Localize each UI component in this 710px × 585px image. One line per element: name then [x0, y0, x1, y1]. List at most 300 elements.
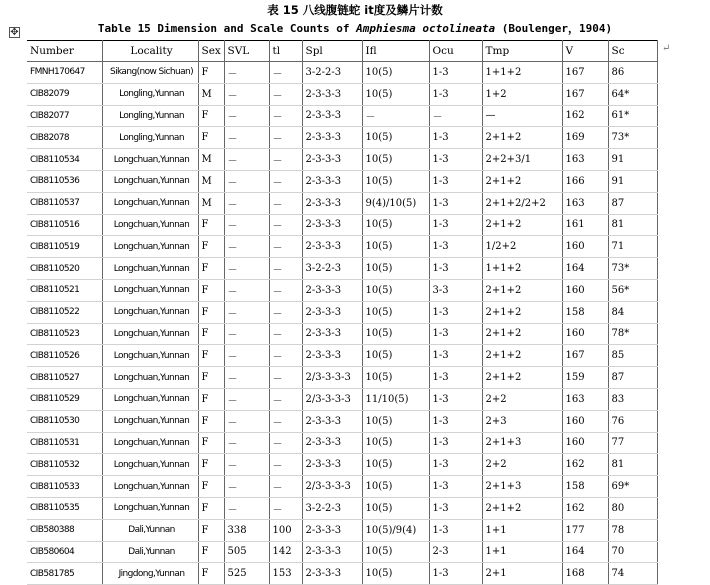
column-header-sc: Sc — [608, 41, 657, 62]
cell-sc: 69* — [608, 476, 657, 498]
cell-spl: 2-3-3-3 — [302, 410, 362, 432]
cell-locality: Dali,Yunnan — [102, 541, 198, 563]
cell-ifl: － — [362, 105, 429, 127]
cell-sex: M — [198, 83, 224, 105]
cell-spl: 3-2-2-3 — [302, 62, 362, 84]
cell-tl: － — [269, 236, 302, 258]
cell-spl: 3-2-2-3 — [302, 258, 362, 280]
cell-locality: Longchuan,Yunnan — [102, 170, 198, 192]
cell-spl: 2-3-3-3 — [302, 236, 362, 258]
cell-number: CIB82077 — [27, 105, 102, 127]
table-row — [27, 476, 657, 498]
cell-v: 167 — [562, 345, 608, 367]
cell-tmp: 2+1+2 — [482, 279, 562, 301]
cell-ifl: 10(5) — [362, 258, 429, 280]
cell-ocu: 1-3 — [429, 127, 482, 149]
cell-tl: 100 — [269, 519, 302, 541]
cell-ocu: 1-3 — [429, 476, 482, 498]
cell-svl: － — [224, 454, 269, 476]
cell-spl: 2-3-3-3 — [302, 214, 362, 236]
cell-number: CIB8110535 — [27, 497, 102, 519]
cell-number: FMNH170647 — [27, 62, 102, 84]
cell-svl: － — [224, 476, 269, 498]
cell-v: 167 — [562, 83, 608, 105]
table-row — [27, 192, 657, 214]
cell-svl: － — [224, 367, 269, 389]
cell-sc: 77 — [608, 432, 657, 454]
cell-sc: 81 — [608, 454, 657, 476]
cell-ocu: 3-3 — [429, 279, 482, 301]
cell-ocu: 1-3 — [429, 497, 482, 519]
cell-tl: － — [269, 388, 302, 410]
cell-spl: 2/3-3-3-3 — [302, 476, 362, 498]
cell-svl: － — [224, 323, 269, 345]
cell-ifl: 10(5) — [362, 476, 429, 498]
title-prefix: Table 15 Dimension and Scale Counts of — [97, 22, 357, 35]
cell-tl: － — [269, 62, 302, 84]
cell-v: 164 — [562, 258, 608, 280]
cell-sc: 73* — [608, 127, 657, 149]
cell-svl: － — [224, 236, 269, 258]
table-row — [27, 323, 657, 345]
table-header-row — [27, 41, 657, 62]
cell-locality: Longchuan,Yunnan — [102, 476, 198, 498]
cell-sc: 87 — [608, 367, 657, 389]
cell-v: 167 — [562, 62, 608, 84]
cell-svl: 525 — [224, 563, 269, 585]
table-row — [27, 519, 657, 541]
cell-sc: 91 — [608, 149, 657, 171]
cell-locality: Longchuan,Yunnan — [102, 214, 198, 236]
cell-ifl: 11/10(5) — [362, 388, 429, 410]
cell-sex: F — [198, 563, 224, 585]
table-row — [27, 541, 657, 563]
cell-tmp: 2+1 — [482, 563, 562, 585]
cell-ifl: 10(5) — [362, 149, 429, 171]
column-header-tmp: Tmp — [482, 41, 562, 62]
cell-locality: Longchuan,Yunnan — [102, 258, 198, 280]
cell-locality: Longchuan,Yunnan — [102, 388, 198, 410]
cell-number: CIB82079 — [27, 83, 102, 105]
cell-tmp: 2+3 — [482, 410, 562, 432]
table-row — [27, 345, 657, 367]
cell-tl: － — [269, 323, 302, 345]
cell-sc: 56* — [608, 279, 657, 301]
cell-locality: Longling,Yunnan — [102, 105, 198, 127]
cell-sex: F — [198, 323, 224, 345]
cell-ocu: 1-3 — [429, 192, 482, 214]
cell-svl: － — [224, 192, 269, 214]
cell-sex: F — [198, 519, 224, 541]
cell-tl: 153 — [269, 563, 302, 585]
cell-ifl: 10(5)/9(4) — [362, 519, 429, 541]
cell-v: 158 — [562, 476, 608, 498]
cell-sex: F — [198, 410, 224, 432]
cell-tmp: 1+1+2 — [482, 62, 562, 84]
cell-sc: 78* — [608, 323, 657, 345]
cell-ifl: 9(4)/10(5) — [362, 192, 429, 214]
cell-spl: 2/3-3-3-3 — [302, 367, 362, 389]
cell-sex: F — [198, 62, 224, 84]
cell-tmp: 2+1+2 — [482, 345, 562, 367]
cell-number: CIB8110516 — [27, 214, 102, 236]
cell-ocu: 1-3 — [429, 345, 482, 367]
cell-tmp: 2+1+2/2+2 — [482, 192, 562, 214]
cell-ifl: 10(5) — [362, 301, 429, 323]
cell-ifl: 10(5) — [362, 497, 429, 519]
cell-sex: F — [198, 236, 224, 258]
cell-number: CIB8110529 — [27, 388, 102, 410]
scale-count-table — [27, 40, 658, 585]
cell-ifl: 10(5) — [362, 214, 429, 236]
cell-sc: 64* — [608, 83, 657, 105]
cell-tmp: 2+1+2 — [482, 127, 562, 149]
cell-spl: 2-3-3-3 — [302, 105, 362, 127]
table-row — [27, 149, 657, 171]
cell-number: CIB8110520 — [27, 258, 102, 280]
cell-sc: 86 — [608, 62, 657, 84]
cell-tl: － — [269, 192, 302, 214]
column-header-svl: SVL — [224, 41, 269, 62]
cell-locality: Longchuan,Yunnan — [102, 410, 198, 432]
cell-tl: 142 — [269, 541, 302, 563]
cell-spl: 2-3-3-3 — [302, 127, 362, 149]
cell-tl: － — [269, 149, 302, 171]
cell-v: 163 — [562, 192, 608, 214]
cell-sc: 76 — [608, 410, 657, 432]
cell-svl: － — [224, 258, 269, 280]
cell-ocu: 1-3 — [429, 432, 482, 454]
cell-spl: 2-3-3-3 — [302, 432, 362, 454]
cell-number: CIB8110527 — [27, 367, 102, 389]
cell-locality: Longchuan,Yunnan — [102, 454, 198, 476]
cell-ifl: 10(5) — [362, 279, 429, 301]
cell-tmp: 2+2+3/1 — [482, 149, 562, 171]
cell-sc: 78 — [608, 519, 657, 541]
cell-sex: M — [198, 149, 224, 171]
cell-number: CIB82078 — [27, 127, 102, 149]
cell-ocu: 1-3 — [429, 301, 482, 323]
cell-ocu: 1-3 — [429, 236, 482, 258]
cell-tl: － — [269, 432, 302, 454]
table-row — [27, 83, 657, 105]
cell-ifl: 10(5) — [362, 170, 429, 192]
cell-ifl: 10(5) — [362, 563, 429, 585]
cell-tl: － — [269, 345, 302, 367]
cell-ocu: 1-3 — [429, 410, 482, 432]
cell-tmp: 1+1 — [482, 519, 562, 541]
cell-ocu: 1-3 — [429, 170, 482, 192]
cell-ifl: 10(5) — [362, 345, 429, 367]
cell-tl: － — [269, 214, 302, 236]
cell-sc: 87 — [608, 192, 657, 214]
table-row — [27, 236, 657, 258]
cell-v: 160 — [562, 432, 608, 454]
cell-number: CIB580604 — [27, 541, 102, 563]
cell-v: 160 — [562, 236, 608, 258]
cell-tl: － — [269, 497, 302, 519]
cell-v: 169 — [562, 127, 608, 149]
cell-v: 163 — [562, 149, 608, 171]
cell-sex: F — [198, 301, 224, 323]
cell-sex: F — [198, 258, 224, 280]
cell-spl: 2-3-3-3 — [302, 279, 362, 301]
cell-ifl: 10(5) — [362, 367, 429, 389]
cell-locality: Longchuan,Yunnan — [102, 432, 198, 454]
cell-number: CIB8110530 — [27, 410, 102, 432]
cell-tmp: 2+2 — [482, 388, 562, 410]
table-row — [27, 105, 657, 127]
cell-ifl: 10(5) — [362, 410, 429, 432]
cell-sc: 73* — [608, 258, 657, 280]
table-row — [27, 279, 657, 301]
cell-tl: － — [269, 454, 302, 476]
cell-tl: － — [269, 301, 302, 323]
cell-locality: Longchuan,Yunnan — [102, 323, 198, 345]
column-header-v: V — [562, 41, 608, 62]
paragraph-mark-icon: ↵ — [662, 43, 671, 54]
cell-tl: － — [269, 410, 302, 432]
cell-ifl: 10(5) — [362, 83, 429, 105]
cell-sex: F — [198, 367, 224, 389]
cell-spl: 2-3-3-3 — [302, 519, 362, 541]
cell-ocu: 1-3 — [429, 323, 482, 345]
table-row — [27, 454, 657, 476]
cell-v: 164 — [562, 541, 608, 563]
cell-spl: 2-3-3-3 — [302, 192, 362, 214]
cell-tmp: 2+1+2 — [482, 323, 562, 345]
cell-ocu: 1-3 — [429, 62, 482, 84]
cell-tmp: 1/2+2 — [482, 236, 562, 258]
cell-v: 177 — [562, 519, 608, 541]
cell-sc: 80 — [608, 497, 657, 519]
cell-sc: 70 — [608, 541, 657, 563]
cell-ocu: 1-3 — [429, 367, 482, 389]
column-header-tl: tl — [269, 41, 302, 62]
cell-number: CIB8110537 — [27, 192, 102, 214]
cell-v: 166 — [562, 170, 608, 192]
cell-tmp: 1+1 — [482, 541, 562, 563]
cell-sc: 61* — [608, 105, 657, 127]
cell-svl: 505 — [224, 541, 269, 563]
cell-tmp: 2+1+3 — [482, 432, 562, 454]
table-row — [27, 563, 657, 585]
cell-number: CIB8110536 — [27, 170, 102, 192]
cell-number: CIB581785 — [27, 563, 102, 585]
cell-v: 160 — [562, 279, 608, 301]
cell-spl: 2-3-3-3 — [302, 454, 362, 476]
cell-locality: Longchuan,Yunnan — [102, 279, 198, 301]
table-row — [27, 127, 657, 149]
cell-ifl: 10(5) — [362, 236, 429, 258]
cell-sc: 74 — [608, 563, 657, 585]
cell-ifl: 10(5) — [362, 432, 429, 454]
cell-locality: Dali,Yunnan — [102, 519, 198, 541]
cell-ocu: 1-3 — [429, 519, 482, 541]
cell-v: 162 — [562, 105, 608, 127]
table-row — [27, 62, 657, 84]
cell-tmp: 2+1+3 — [482, 476, 562, 498]
cell-number: CIB8110531 — [27, 432, 102, 454]
cell-svl: － — [224, 149, 269, 171]
cell-sex: F — [198, 476, 224, 498]
cell-ifl: 10(5) — [362, 323, 429, 345]
cell-number: CIB8110522 — [27, 301, 102, 323]
cell-ifl: 10(5) — [362, 454, 429, 476]
cell-number: CIB8110534 — [27, 149, 102, 171]
cell-number: CIB8110533 — [27, 476, 102, 498]
cell-locality: Longchuan,Yunnan — [102, 236, 198, 258]
cell-number: CIB8110521 — [27, 279, 102, 301]
cell-sex: F — [198, 497, 224, 519]
cell-ocu: － — [429, 105, 482, 127]
cell-sex: F — [198, 127, 224, 149]
cell-ocu: 1-3 — [429, 149, 482, 171]
cell-locality: Longchuan,Yunnan — [102, 497, 198, 519]
cell-locality: Longchuan,Yunnan — [102, 192, 198, 214]
title-species: Amphiesma octolineata — [356, 22, 496, 35]
cell-tl: － — [269, 367, 302, 389]
cell-sc: 81 — [608, 214, 657, 236]
cell-locality: Longling,Yunnan — [102, 83, 198, 105]
cell-tl: － — [269, 170, 302, 192]
cell-locality: Longling,Yunnan — [102, 127, 198, 149]
cell-spl: 2-3-3-3 — [302, 170, 362, 192]
cell-tmp: 2+1+2 — [482, 301, 562, 323]
cell-tl: － — [269, 105, 302, 127]
cell-locality: Jingdong,Yunnan — [102, 563, 198, 585]
table-row — [27, 258, 657, 280]
cell-tmp: 2+1+2 — [482, 170, 562, 192]
column-header-number: Number — [27, 41, 102, 62]
cell-ocu: 1-3 — [429, 454, 482, 476]
cell-number: CIB8110523 — [27, 323, 102, 345]
cell-sex: F — [198, 454, 224, 476]
cell-spl: 2-3-3-3 — [302, 541, 362, 563]
cell-number: CIB8110526 — [27, 345, 102, 367]
cell-sex: F — [198, 388, 224, 410]
cell-svl: － — [224, 410, 269, 432]
table-row — [27, 301, 657, 323]
cell-v: 159 — [562, 367, 608, 389]
cell-ifl: 10(5) — [362, 127, 429, 149]
cell-ocu: 1-3 — [429, 83, 482, 105]
table-row — [27, 410, 657, 432]
cell-sc: 91 — [608, 170, 657, 192]
cell-ifl: 10(5) — [362, 541, 429, 563]
cell-spl: 2-3-3-3 — [302, 345, 362, 367]
cell-sex: F — [198, 345, 224, 367]
cell-spl: 2-3-3-3 — [302, 301, 362, 323]
table-row — [27, 432, 657, 454]
cell-ifl: 10(5) — [362, 62, 429, 84]
cell-v: 162 — [562, 454, 608, 476]
table-row — [27, 214, 657, 236]
cell-sex: F — [198, 432, 224, 454]
cell-tmp: 2+2 — [482, 454, 562, 476]
cell-spl: 2-3-3-3 — [302, 563, 362, 585]
cell-locality: Longchuan,Yunnan — [102, 301, 198, 323]
cell-svl: － — [224, 279, 269, 301]
cell-tmp: 2+1+2 — [482, 367, 562, 389]
cell-v: 160 — [562, 323, 608, 345]
cell-tmp: 1+1+2 — [482, 258, 562, 280]
cell-svl: － — [224, 345, 269, 367]
column-header-spl: Spl — [302, 41, 362, 62]
cell-locality: Longchuan,Yunnan — [102, 149, 198, 171]
cell-spl: 2-3-3-3 — [302, 323, 362, 345]
cell-sc: 84 — [608, 301, 657, 323]
cell-ocu: 1-3 — [429, 258, 482, 280]
cell-svl: － — [224, 497, 269, 519]
cell-sc: 71 — [608, 236, 657, 258]
table-row — [27, 170, 657, 192]
cell-svl: － — [224, 432, 269, 454]
cell-number: CIB8110532 — [27, 454, 102, 476]
cell-svl: － — [224, 127, 269, 149]
cell-sex: F — [198, 279, 224, 301]
table-title-chinese: 表 15 八线腹链蛇 it度及鳞片计数 — [267, 3, 443, 17]
table-move-handle-icon[interactable]: ✥ — [10, 27, 19, 38]
cell-tmp: 2+1+2 — [482, 497, 562, 519]
cell-number: CIB580388 — [27, 519, 102, 541]
cell-v: 161 — [562, 214, 608, 236]
cell-sex: F — [198, 541, 224, 563]
cell-sc: 85 — [608, 345, 657, 367]
cell-svl: － — [224, 170, 269, 192]
cell-v: 168 — [562, 563, 608, 585]
column-header-ifl: Ifl — [362, 41, 429, 62]
cell-spl: 2/3-3-3-3 — [302, 388, 362, 410]
table-row — [27, 497, 657, 519]
cell-svl: － — [224, 214, 269, 236]
cell-sex: M — [198, 170, 224, 192]
cell-tl: － — [269, 127, 302, 149]
cell-svl: － — [224, 388, 269, 410]
table-title-english — [0, 20, 710, 36]
cell-v: 158 — [562, 301, 608, 323]
title-suffix: (Boulenger，1904) — [495, 22, 613, 35]
cell-spl: 3-2-2-3 — [302, 497, 362, 519]
cell-v: 162 — [562, 497, 608, 519]
cell-locality: Sikang(now Sichuan) — [102, 62, 198, 84]
cell-tl: － — [269, 83, 302, 105]
cell-spl: 2-3-3-3 — [302, 149, 362, 171]
cell-svl: － — [224, 301, 269, 323]
cell-sc: 83 — [608, 388, 657, 410]
cell-ocu: 1-3 — [429, 563, 482, 585]
cell-svl: － — [224, 83, 269, 105]
cell-sex: M — [198, 192, 224, 214]
cell-spl: 2-3-3-3 — [302, 83, 362, 105]
column-header-ocu: Ocu — [429, 41, 482, 62]
table-row — [27, 367, 657, 389]
cell-tmp: — — [482, 105, 562, 127]
cell-svl: － — [224, 105, 269, 127]
cell-v: 160 — [562, 410, 608, 432]
column-header-sex: Sex — [198, 41, 224, 62]
cell-tmp: 1+2 — [482, 83, 562, 105]
cell-v: 163 — [562, 388, 608, 410]
cell-locality: Longchuan,Yunnan — [102, 367, 198, 389]
cell-sex: F — [198, 214, 224, 236]
column-header-locality: Locality — [102, 41, 198, 62]
cell-number: CIB8110519 — [27, 236, 102, 258]
table-row — [27, 388, 657, 410]
cell-sex: F — [198, 105, 224, 127]
cell-tl: － — [269, 258, 302, 280]
cell-tmp: 2+1+2 — [482, 214, 562, 236]
